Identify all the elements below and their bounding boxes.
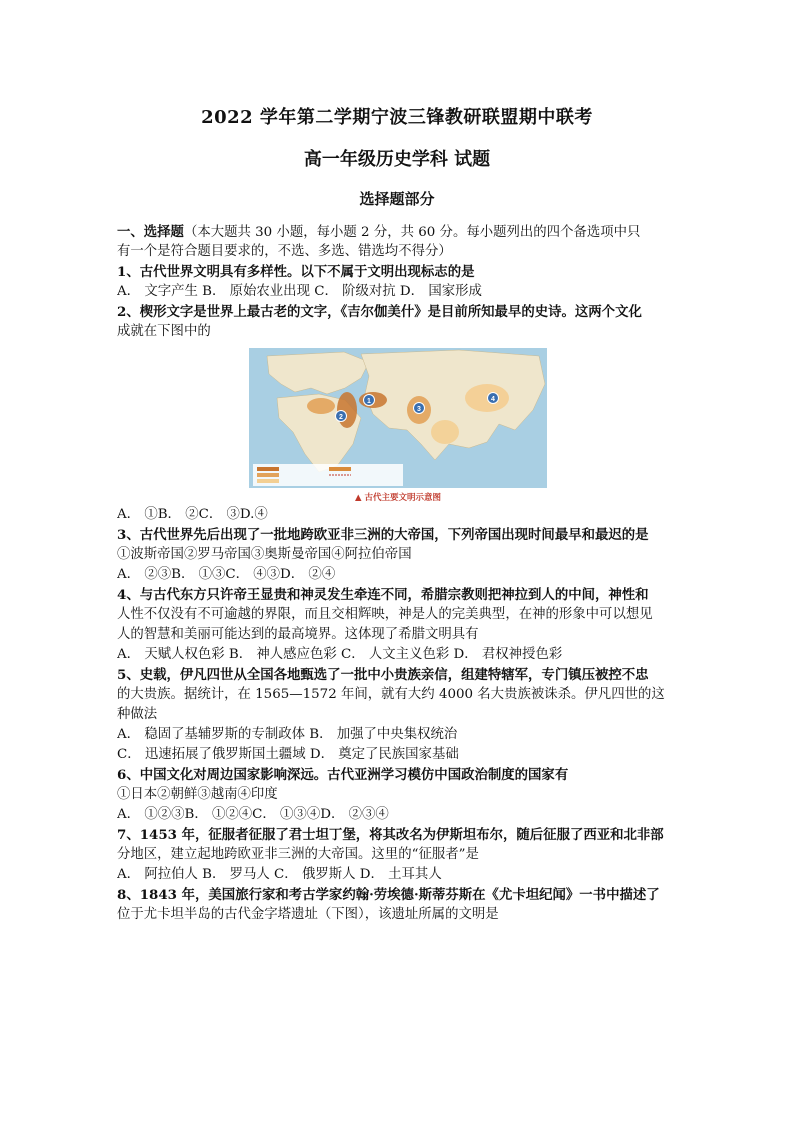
question-1-stem: 1、古代世界文明具有多样性。以下不属于文明出现标志的是	[117, 264, 475, 280]
question-8-stem: 8、1843 年，美国旅行家和考古学家约翰·劳埃德·斯蒂芬斯在《尤卡坦纪闻》一书中描述了	[117, 887, 660, 903]
exam-body	[117, 222, 683, 925]
question-4-stem: 4、与古代东方只许帝王显贵和神灵发生牵连不同，希腊宗教则把神拉到人的中间，神性和	[117, 587, 649, 603]
map-marker-2	[336, 411, 347, 422]
ancient-civilizations-map	[249, 348, 547, 488]
question-5-stem: 5、史载，伊凡四世从全国各地甄选了一批中小贵族亲信，组建特辖军，专门镇压被控不忠	[117, 667, 649, 683]
instructions	[117, 222, 683, 242]
question-1-options: A． 文字产生 B． 原始农业出现 C． 阶级对抗 D． 国家形成	[117, 284, 482, 299]
map-marker-4-label: 4	[491, 396, 495, 403]
question-7-stem: 7、1453 年，征服者征服了君士坦丁堡，将其改名为伊斯坦布尔，随后征服了西亚和北非部	[117, 827, 664, 843]
map-marker-3-label: 3	[417, 406, 421, 413]
question-2-stem-continued: 成就在下图中的	[117, 324, 211, 339]
instructions-text: （本大题共 30 小题，每小题 2 分，共 60 分。每小题列出的四个备选项中只	[183, 225, 641, 240]
question-5-options-ab: A． 稳固了基辅罗斯的专制政体 B． 加强了中央集权统治	[117, 727, 458, 742]
map-marker-4	[488, 393, 499, 404]
ancient-civilizations-map-figure	[249, 348, 547, 505]
civ-zone-mediterranean	[307, 398, 335, 414]
legend-swatch-early	[257, 467, 279, 471]
question-4-stem-line2: 人性不仅没有不可逾越的界限，而且交相辉映，神是人的完美典型，在神的形象中可以想见	[117, 607, 653, 622]
section-heading: 选择题部分	[359, 190, 435, 208]
question-2-options: A． ①B． ②C． ③D.④	[117, 507, 268, 522]
map-marker-1-label: 1	[367, 398, 371, 405]
question-6-items: ①日本②朝鲜③越南④印度	[117, 787, 278, 802]
map-legend	[253, 464, 403, 486]
legend-swatch-mid	[257, 473, 279, 477]
question-3-options: A． ②③B． ①③C． ④③D． ②④	[117, 567, 336, 582]
civ-zone-india	[431, 420, 459, 444]
question-6-options: A． ①②③B． ①②④C． ①③④D． ②③④	[117, 807, 389, 822]
exam-subtitle: 高一年级历史学科 试题	[303, 149, 491, 170]
question-7-stem-line2: 分地区，建立起地跨欧亚非三洲的大帝国。这里的“征服者”是	[117, 847, 479, 862]
question-7-options: A． 阿拉伯人 B． 罗马人 C． 俄罗斯人 D． 土耳其人	[117, 867, 442, 882]
map-caption: ▲ 古代主要文明示意图	[355, 493, 441, 503]
question-3-stem: 3、古代世界先后出现了一批地跨欧亚非三洲的大帝国，下列帝国出现时间最早和最迟的是	[117, 527, 649, 543]
question-4-options: A． 天赋人权色彩 B． 神人感应色彩 C． 人文主义色彩 D． 君权神授色彩	[117, 647, 563, 662]
legend-swatch-late	[257, 479, 279, 483]
map-marker-3	[414, 403, 425, 414]
question-5-stem-line2: 的大贵族。据统计，在 1565—1572 年间，就有大约 4000 名大贵族被诛杀。伊凡四世的这	[117, 687, 665, 702]
exam-title: 2022 学年第二学期宁波三锋教研联盟期中联考	[201, 107, 593, 128]
question-5-stem-line3: 种做法	[117, 707, 158, 722]
legend-swatch-other	[329, 467, 351, 471]
question-3-items: ①波斯帝国②罗马帝国③奥斯曼帝国④阿拉伯帝国	[117, 547, 412, 562]
question-6-stem: 6、中国文化对周边国家影响深远。古代亚洲学习模仿中国政治制度的国家有	[117, 767, 569, 783]
map-marker-2-label: 2	[339, 414, 343, 421]
question-2-stem: 2、楔形文字是世界上最古老的文字，《吉尔伽美什》是目前所知最早的史诗。这两个文化	[117, 304, 642, 320]
instructions-continued: 有一个是符合题目要求的，不选、多选、错选均不得分）	[117, 244, 452, 259]
instructions-label: 一、选择题	[117, 224, 184, 240]
question-5-options-cd: C． 迅速拓展了俄罗斯国土疆域 D． 奠定了民族国家基础	[117, 747, 459, 762]
question-8-stem-line2: 位于尤卡坦半岛的古代金字塔遗址（下图），该遗址所属的文明是	[117, 907, 499, 922]
civ-zone-egypt	[337, 392, 357, 428]
map-marker-1	[364, 395, 375, 406]
question-4-stem-line3: 人的智慧和美丽可能达到的最高境界。这体现了希腊文明具有	[117, 627, 479, 642]
